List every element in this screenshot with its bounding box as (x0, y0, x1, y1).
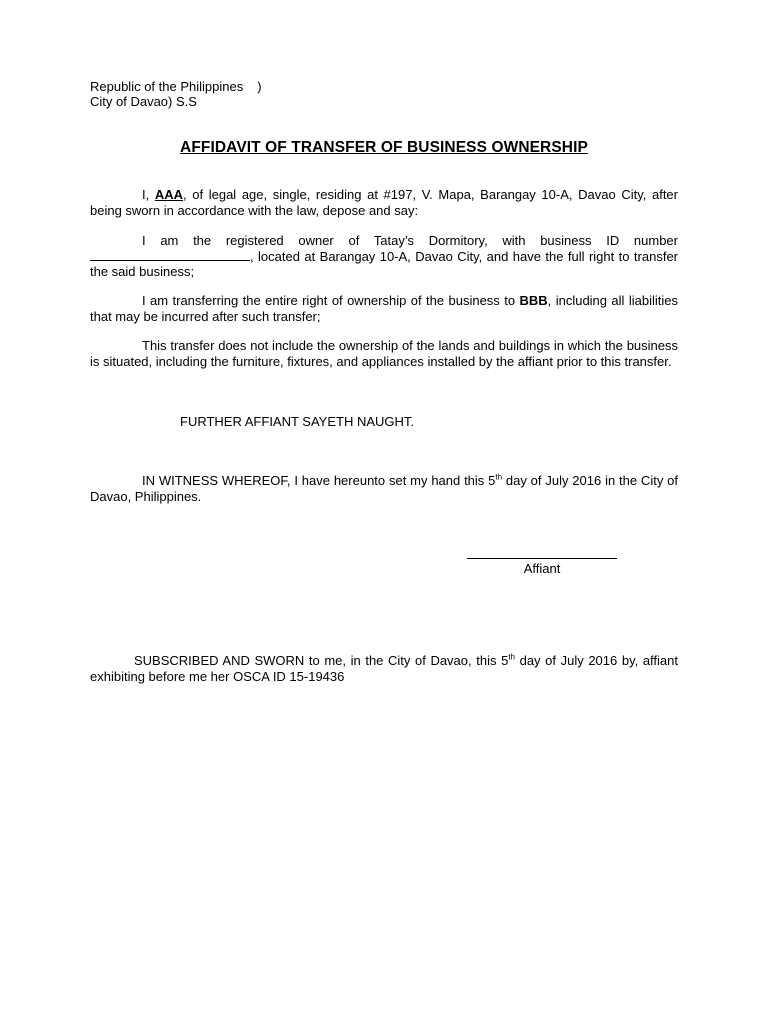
signature-line (467, 558, 617, 559)
venue-line-2: City of Davao) S.S (90, 94, 197, 109)
document-title: AFFIDAVIT OF TRANSFER OF BUSINESS OWNERSHIP (180, 139, 588, 156)
business-id-blank (90, 249, 250, 261)
venue-block (90, 79, 262, 109)
venue-country: Republic of the Philippines (90, 79, 244, 94)
paragraph-subscribed: SUBSCRIBED AND SWORN to me, in the City of Davao, this 5th day of July 2016 by, affiant exhibiting before me her OSCA ID 15-19436 (90, 652, 679, 684)
transferee-name: BBB (519, 293, 548, 308)
paragraph-witness: IN WITNESS WHEREOF, I have hereunto set my hand this 5th day of July 2016 in the City of Davao, Philippines. (90, 472, 678, 504)
affiant-label: Affiant (523, 561, 561, 576)
paragraph-ownership: I am the registered owner of Tatay’s Dormitory, with business ID number , located at Barangay 10-A, Davao City, and have the full right to transfer the said business; (90, 233, 678, 279)
paragraph-exclusions: This transfer does not include the ownership of the lands and buildings in which the business is situated, including the furniture, fixtures, and appliances installed by the affiant prior to this transfer. (90, 338, 678, 369)
further-affiant-statement: FURTHER AFFIANT SAYETH NAUGHT. (180, 414, 415, 429)
venue-paren: ) (257, 79, 262, 94)
affiant-name: AAA (154, 187, 184, 202)
paragraph-identity: I, AAA, of legal age, single, residing at #197, V. Mapa, Barangay 10-A, Davao City, after being sworn in accordance with the law, depose and say: (90, 187, 678, 218)
venue-line-1 (90, 79, 262, 94)
paragraph-transfer: I am transferring the entire right of ownership of the business to BBB, including all liabilities that may be incurred after such transfer; (90, 293, 678, 324)
